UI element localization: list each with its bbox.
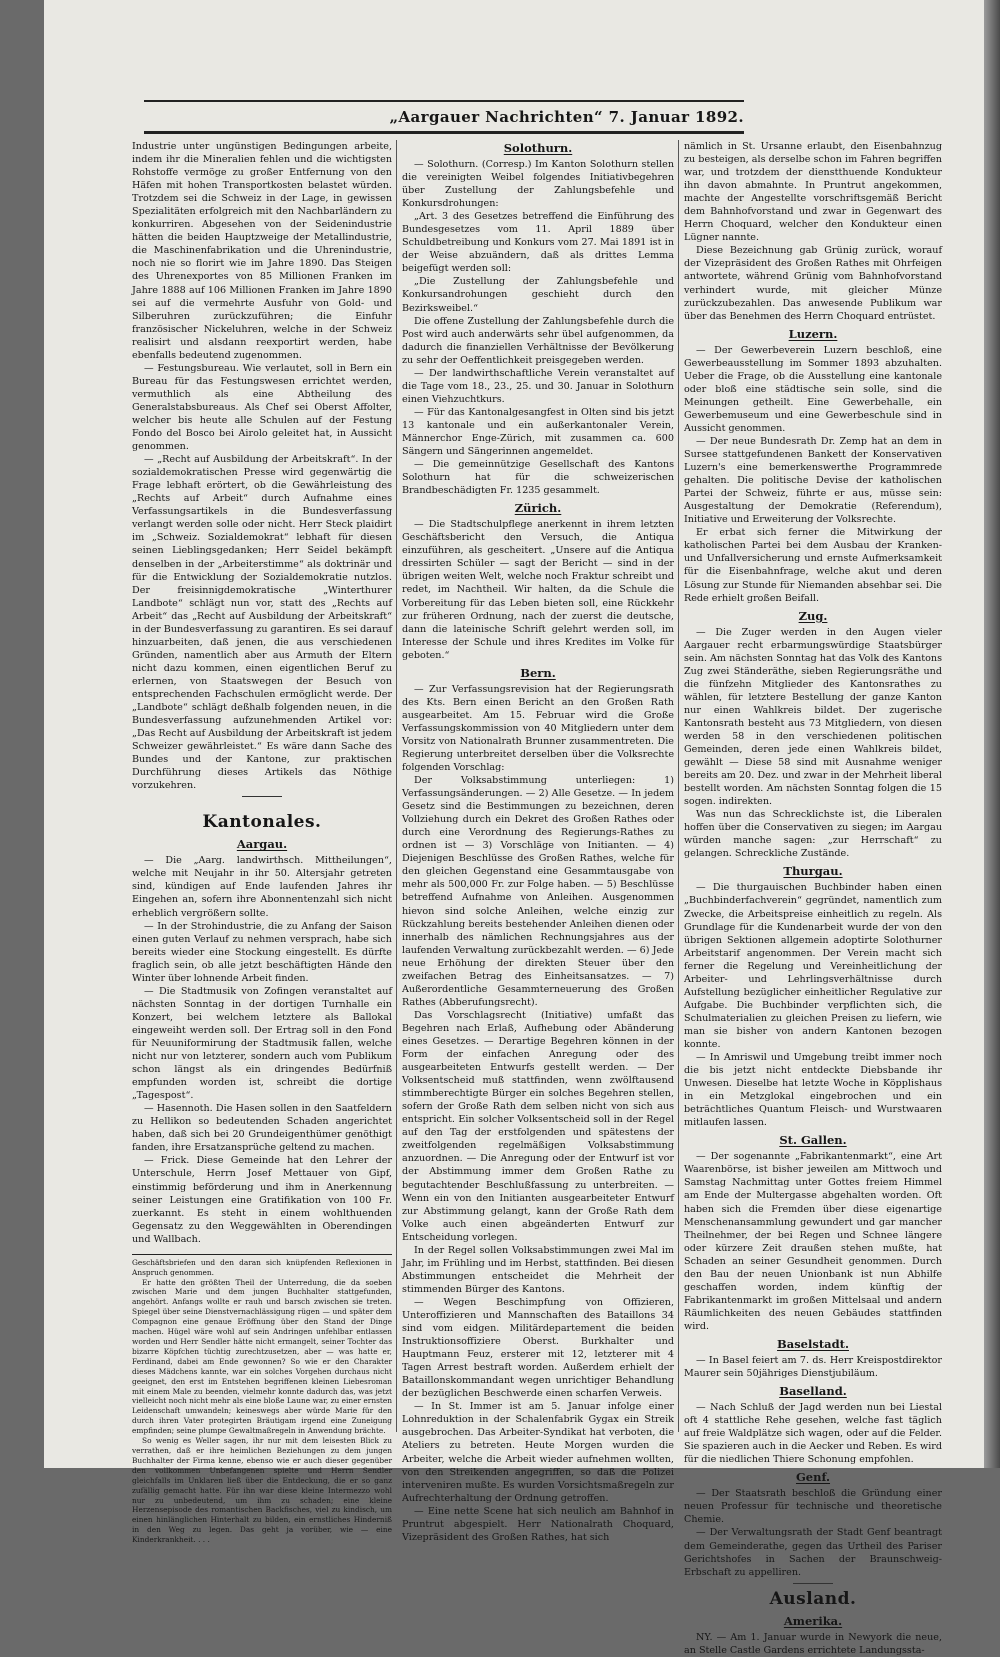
subsection-zug: Zug. [798,608,828,623]
subsection-aargau: Aargau. [236,837,288,852]
article-hasennoth: — Hasennoth. Die Hasen sollen in den Saatfeldern zu Hellikon so bedeutenden Schaden angerichtet haben, daß sich bei 20 Grundeigenthümer genöthigt fanden, ihre Ersatzansprüche geltend zu machen. [132,1103,392,1154]
feuilleton-paragraph: Geschäftsbriefen und den daran sich knüpfenden Reflexionen in Anspruch genommen. [132,1257,392,1277]
subsection-baselland: Baselland. [779,1384,847,1399]
article-st-gallen-markt: — Der sogenannte „Fabrikantenmarkt“, eine Art Waarenbörse, ist bisher jeweilen am Mittwoch und Samstag Nachmittag unter Gottes freiem Himmel am Ende der Multergasse abgehalten worden. Oft haben sich die Fremden über diese eigenartige Menschenansammlung gewundert und gar mancher Theilnehmer, der bei Regen und Schnee längere oder kürzere Zeit draußen stehen mußte, hat Schaden an seiner Gesundheit genommen. Durch den Bau der neuen Unionbank ist nun Abhilfe geschaffen worden, indem künftig der Fabrikantenmarkt im großen Mittelsaal und andern Räumlichkeiten des neuen Gebäudes stattfinden wird. [684,1151,942,1332]
article-solothurn-viehzucht: — Der landwirthschaftliche Verein veranstaltet auf die Tage vom 18., 23., 25. und 30. Januar in Solothurn einen Viehzuchtkurs. [402,367,674,405]
article-genf-professur: — Der Staatsrath beschloß die Gründung einer neuen Professur für technische und theoretische Chemie. [684,1488,942,1526]
article-bern-streik: — In St. Immer ist am 5. Januar infolge einer Lohnreduktion in der Schalenfabrik Gygax ein Streik ausgebrochen. Das Arbeiter-Syndikat hat verboten, die Ateliers zu betreten. Heute Morgen wurden die Arbeiter, welche die Arbeit wieder aufnehmen wollten, von den Streikenden angegriffen, so daß die Polizei interveniren mußte. Es wurden Vorsichtsmaßregeln zur Aufrechterhaltung der Ordnung getroffen. [402,1401,674,1504]
article-bern-scene: — Eine nette Scene hat sich neulich am Bahnhof in Pruntrut abgespielt. Herr Nationalrath Choquard, Vizepräsident des Großen Rathes, hat sich [402,1505,674,1543]
subsection-baselstadt: Baselstadt. [777,1336,849,1351]
article-genf-erbschaft: — Der Verwaltungsrath der Stadt Genf beantragt dem Gemeinderathe, gegen das Urtheil des Pariser Gerichtshofes in Sachen der Braunschweig-Erbschaft zu appelliren. [684,1527,942,1578]
article-thurgau-buchbinder: — Die thurgauischen Buchbinder haben einen „Buchbinderfachverein“ gegründet, namentlich zum Zwecke, die Arbeitspreise einheitlich zu regeln. Als Grundlage für die Kundenarbeit wurde der von den übrigen Sektionen allgemein adoptirte Solothurner Arbeitstarif angenommen. Der Verein macht sich ferner die Regelung und Vereinheitlichung der Arbeiter- und Lehrlingsverhältnisse durch Aufstellung bezüglicher einheitlicher Regulative zur Aufgabe. Die Buchbinder verpflichten sich, die Schulmaterialien zu gleichen Preisen zu liefern, wie man sie bisher von andern Kantonen bezogen konnte. [684,882,942,1050]
article-frick: — Frick. Diese Gemeinde hat den Lehrer der Unterschule, Herrn Josef Mettauer von Gipf, einstimmig beförderung und ihm in Anerkennung seiner Leistungen eine Gratifikation von 100 Fr. zuerkannt. Es steht in einem wohlthuenden Gegensatz zu den Weggewählten in Oberendingen und Wallbach. [132,1155,392,1245]
article-stadtmusik: — Die Stadtmusik von Zofingen veranstaltet auf nächsten Sonntag in der dortigen Turnhalle ein Konzert, bei welchem letztere als Ballokal eingeweiht werden soll. Der Ertrag soll in den Fond für Neuuniformirung der Stadtmusik fallen, welche nicht nur von letzterer, sondern auch vom Publikum schon längst als ein dringendes Bedürfniß empfunden worden ist, schreibt die dortige „Tagespost“. [132,985,392,1102]
article-bern-verfassung: — Zur Verfassungsrevision hat der Regierungsrath des Kts. Bern einen Bericht an den Großen Rath ausgearbeitet. Am 15. Februar wird die Große Verfassungskommission von 40 Mitgliedern unter dem Vorsitz von Nationalrath Brunner zusammentreten. Die Regierung unterbreitet derselben über die Volksrechte folgenden Vorschlag: [402,683,674,774]
article-baselstadt: — In Basel feiert am 7. ds. Herr Kreispostdirektor Maurer sein 50jähriges Dienstjubiläum. [684,1354,942,1380]
article-thurgau-diebsbande: — In Amriswil und Umgebung treibt immer noch die bis jetzt nicht entdeckte Diebsbande ihr Unwesen. Dieselbe hat letzte Woche in Köpplishaus in ein Metzglokal eingebrochen und ein beträchtliches Quantum Fleisch- und Wurstwaaren mitlaufen lassen. [684,1052,942,1129]
subsection-genf: Genf. [795,1470,831,1485]
article-zuerich-schulpflege: — Die Stadtschulpflege anerkennt in ihrem letzten Geschäftsbericht den Versuch, die Antiqua einzuführen, als gescheitert. „Unsere auf die Antiqua dressirten Schüler — sagt der Bericht — sind in der übrigen weiten Welt, welche noch Fraktur schreibt und redet, im Nachtheil. Wir halten, da die Schule die Vorbereitung für das Leben bieten soll, eine Rückkehr zur früheren Ordnung, nach der zuerst die deutsche, dann die lateinische Schrift gelehrt werden soll, im Interesse der Schule und ihres Kredites im Volke für geboten.“ [402,519,674,661]
column-2 [402,140,674,1543]
header-top-rule [144,100,744,102]
article-solothurn-gesellschaft: — Die gemeinnützige Gesellschaft des Kantons Solothurn hat für die schweizerischen Brandbeschädigten Fr. 1235 gesammelt. [402,459,674,497]
article-industrie: Industrie unter ungünstigen Bedingungen arbeite, indem ihr die Mineralien fehlen und die wichtigsten Rohstoffe vermöge zu großer Entfernung von den Häfen mit hohen Transportkosten belastet würden. Trotzdem sei die Schweiz in der Lage, in gewissen Spezialitäten erfolgreich mit den Nachbarländern zu konkurriren. Abgesehen von der Seidenindustrie hätten die beiden Hauptzweige der Metallindustrie, die Maschinenfabrikation und die Uhrenindustrie, noch nie so florirt wie im Jahre 1890. Das Steigen des Uhrenexportes von 85 Millionen Franken im Jahre 1888 auf 106 Millionen Franken im Jahre 1890 sei auf die vermehrte Ausfuhr von Gold- und Silberuhren zurückzuführen; die Einfuhr französischer Nickeluhren, welche in der Schweiz realisirt und alsdann reexportirt werden, habe ebenfalls bedeutend zugenommen. [132,141,392,361]
feuilleton-paragraph: Er hatte den größten Theil der Unterredung, die da soeben zwischen Marie und dem jungen Buchhalter stattgefunden, angehört. Anfangs wollte er rauh und barsch zwischen sie treten. Spiegel über seine Dienstvernachlässigung rügen — und später dem Compagnon eine genaue Eröffnung über den Stand der Dinge machen. Hügel wäre wohl auf sein Andringen unfehlbar entlassen worden und Herr Sendler hätte nicht ermangelt, seiner Tochter das bizarre Köpfchen tüchtig zurechtzusetzen, aber — was hatte er, Ferdinand, dabei am Ende gewonnen? So wie er den Charakter dieses Mädchens kannte, war ein solches Vorgehen durchaus nicht geeignet, den erst im Entstehen begriffenen kleinen Liebesroman mit einem Male zu beenden, vielmehr konnte dadurch das, was jetzt vielleicht noch nicht mehr als eine bloße Laune war, zu einer ernsten Leidenschaft umwandeln; keineswegs aber würde Marie für den durch ihren Vater protegirten Bräutigam irgend eine Zuneigung empfinden; seine plumpe Gewaltmaßregeln in Anwendung brächte. [132,1277,392,1436]
section-kantonales: Kantonales. [202,812,322,833]
article-bern-volksabstimmung: Der Volksabstimmung unterliegen: 1) Verfassungsänderungen. — 2) Alle Gesetze. — In jedem Gesetz sind die Bestimmungen zu bezeichnen, deren Vollziehung durch ein Dekret des Großen Rathes oder durch eine Verordnung des Regierungs-Rathes zu ordnen ist — 3) Vorschläge von Initianten. — 4) Diejenigen Beschlüsse des Großen Rathes, welche für den gleichen Gegenstand eine Gesammtausgabe von mehr als 500,000 Fr. zur Folge haben. — 5) Beschlüsse betreffend Aufnahme von Anleihen. Ausgenommen hievon sind solche Anleihen, welche einzig zur Rückzahlung bereits bestehender Anleihen dienen oder innerhalb des nämlichen Rechnungsjahres aus der laufenden Verwaltung zurückbezahlt werden. — 6) Jede neue Erhöhung der direkten Steuer über den zweifachen Betrag des Einheitsansatzes. — 7) Außerordentliche Gesammterneuerung des Großen Rathes (Abberufungsrecht). [402,775,674,1008]
article-strohindustrie: — In der Strohindustrie, die zu Anfang der Saison einen guten Verlauf zu nehmen versprach, habe sich bereits wieder eine Stockung eingestellt. Es dürfte fraglich sein, ob alle jetzt beschäftigten Hände den Winter über lohnende Arbeit finden. [132,920,392,984]
article-choquard-ohrfeigen: Diese Bezeichnung gab Grünig zurück, worauf der Vizepräsident des Großen Rathes mit Ohrfeigen antwortete, während Grünig vom Bahnhofvorstand verhindert wurde, mit gleicher Münze zurückzubezahlen. Das anwesende Publikum war über das Benehmen des Herrn Choquard entrüstet. [684,245,942,322]
article-solothurn-post: Die offene Zustellung der Zahlungsbefehle durch die Post wird auch anderwärts sehr übel aufgenommen, da dadurch die finanziellen Verhältnisse der Bevölkerung zu sehr der Oeffentlichkeit preisgegeben werden. [402,315,674,366]
subsection-luzern: Luzern. [788,326,838,341]
article-luzern-zemp: — Der neue Bundesrath Dr. Zemp hat an dem in Sursee stattgefundenen Bankett der Konservativen Luzern's eine bemerkenswerthe Programmrede gehalten. Die politische Devise der katholischen Partei der Schweiz, führte er aus, müsse sein: Ausgestaltung der Demokratie (Referendum), Initiative und Erweiterung der Volksrechte. [684,435,942,526]
subsection-bern: Bern. [520,665,556,680]
article-choquard-continued: nämlich in St. Ursanne erlaubt, den Eisenbahnzug zu besteigen, als derselbe schon im Fahren begriffen war, und trotzdem der dienstthuende Kondukteur ihn davon abmahnte. In Pruntrut angekommen, machte der Angestellte vorschriftsgemäß Bericht dem Bahnhofvorstand und zwar in Gegenwart des Herrn Choquard, welcher den Kondukteur einen Lügner nannte. [684,141,942,244]
article-baselland: — Nach Schluß der Jagd werden nun bei Liestal oft 4 stattliche Rehe gesehen, welche fast täglich auf freie Waldplätze sich wagen, oder auf die Felder. Sie spazieren auch in die Aecker und Reben. Es wird für die niedlichen Thiere Schonung empfohlen. [684,1402,942,1466]
column-1 [132,140,392,1545]
article-mittheilungen: — Die „Aarg. landwirthsch. Mittheilungen“, welche mit Neujahr in ihr 50. Altersjahr getreten sind, kündigen auf Ende laufenden Jahres ihr Eingehen an, sofern ihre Abonnentenzahl sich nicht erheblich vergrößern sollte. [132,855,392,919]
section-ausland: Ausland. [769,1588,857,1609]
article-solothurn-zustellung: „Die Zustellung der Zahlungsbefehle und Konkursandrohungen geschieht durch den Bezirksweibel.“ [402,276,674,314]
column-separator-1 [396,140,397,1432]
feuilleton [132,1254,392,1545]
article-solothurn-initiative: — Solothurn. (Corresp.) Im Kanton Solothurn stellen die vereinigten Weibel folgendes Initiativbegehren über Zustellung der Zahlungsbefehle und Konkursdrohungen: [402,159,674,210]
article-solothurn-gesangfest: — Für das Kantonalgesangfest in Olten sind bis jetzt 13 kantonale und ein außerkantonaler Verein, Männerchor Enge-Zürich, mit zusammen ca. 600 Sängern und Sängerinnen angemeldet. [402,406,674,458]
article-bern-initiative: Das Vorschlagsrecht (Initiative) umfaßt das Begehren nach Erlaß, Aufhebung oder Abänderung eines Gesetzes. — Derartige Begehren können in der Form der einfachen Anregung oder des ausgearbeiteten Entwurfs gestellt werden. — Der Volksentscheid muß stattfinden, wenn zwölftausend stimmberechtigte Bürger ein solches Begehren stellen, sofern der Große Rath dem selben nicht von sich aus entspricht. Ein solcher Volksentscheid soll in der Regel auf den Tag der erstfolgenden und spätestens der zweitfolgenden regelmäßigen Volksabstimmung anzuordnen. — Die Anregung oder der Entwurf ist vor der Abstimmung immer dem Großen Rathe zu begutachtender Beschlußfassung zu unterbreiten. — Wenn ein von den Initianten ausgearbeiteter Entwurf zur Abstimmung gelangt, kann der Große Rath dem Volke auch einen abgeänderten Entwurf zur Entscheidung vorlegen. [402,1009,674,1243]
feuilleton-paragraph: So wenig es Weller sagen, ihr nur mit dem leisesten Blick zu verrathen, daß er ihre heimlichen Beziehungen zu dem jungen Buchhalter der Firma kenne, ebenso wie er auch dieser gegenüber den vollkommen Unbefangenen spielte und Herrn Sendler gleichfalls im Unklaren ließ über die Entdeckung, die er so ganz zufällig gemacht hatte. Für ihn war diese kleine Intermezzo wohl nur zu unbedeutend, um ihm zu schaden; eine kleine Herzensepisode des romantischen Backfisches, viel zu kindisch, um einen hinlänglichen Hinterhalt zu bilden, ein ernstliches Hinderniß in den Weg zu legen. Das geht ja vorüber, wie — eine Kinderkrankheit. . . . [132,1436,392,1545]
article-recht-auf-ausbildung: — „Recht auf Ausbildung der Arbeitskraft“. In der sozialdemokratischen Presse wird gegenwärtig die Frage lebhaft erörtert, ob die Gewährleistung des „Rechts auf Arbeit“ durch Aufnahme eines Verfassungsartikels in die Bundesverfassung verlangt werden solle oder nicht. Herr Steck plaidirt im „Schweiz. Sozialdemokrat“ lebhaft für diesen seinen Lieblingsgedanken; Herr Seidel bekämpft denselben in der „Arbeiterstimme“ als doktrinär und für die Entwicklung der Sozialdemokratie nutzlos. Der freisinnigdemokratische „Winterthurer Landbote“ schlägt nun vor, statt des „Rechts auf Arbeit“ das „Recht auf Ausbildung der Arbeitskraft“ in der Bundesverfassung zu garantiren. Es sei darauf hinzuarbeiten, daß jenen, die aus verschiedenen Gründen, namentlich aber aus Armuth der Eltern nicht dazu kommen, einen eigentlichen Beruf zu erlernen, von Staatswegen der Besuch von entsprechenden Fachschulen ermöglicht werde. Der „Landbote“ schlägt deßhalb folgenden neuen, in die Bundesverfassung aufzunehmenden Artikel vor: „Das Recht auf Ausbildung der Arbeitskraft ist jedem Schweizer gewährleistet.“ Es wäre dann Sache des Bundes und der Kantone, zur praktischen Durchführung dieses Artikels das Nöthige vorzukehren. [132,454,392,792]
page-header: „Aargauer Nachrichten“ 7. Januar 1892. [389,108,744,126]
section-divider [793,1583,833,1584]
article-solothurn-gesetz: „Art. 3 des Gesetzes betreffend die Einführung des Bundesgesetzes vom 11. April 1889 über Schuldbetreibung und Konkurs vom 27. Mai 1891 ist in der Weise abzuändern, daß als drittes Lemma beigefügt werden soll: [402,211,674,275]
column-separator-2 [678,140,679,1432]
article-zug-liberale: Was nun das Schrecklichste ist, die Liberalen hoffen über die Conservativen zu siegen; im Aargau würden manche sagen: „zur Herrschaft“ zu gelangen. Schreckliche Zustände. [684,809,942,860]
article-zug-wahlen: — Die Zuger werden in den Augen vieler Aargauer recht erbarmungswürdige Staatsbürger sein. Am nächsten Sonntag hat das Volk des Kantons Zug zwei Ständeräthe, sieben Regierungsräthe und die fünfzehn Mitglieder des Kantonsrathes zu wählen, für letztere Bestellung der ganze Kanton nur einen Wahlkreis bildet. Der zugerische Kantonsrath besteht aus 73 Mitgliedern, von diesen werden 58 in den verschiedenen politischen Gemeinden, deren jede einen Wahlkreis bildet, gewählt — Diese 58 sind mit Ausnahme weniger bereits am 20. Dez. und zwar in der Mehrheit liberal bestellt worden. Am nächsten Sonntag folgen die 15 sogen. indirekten. [684,626,942,808]
header-bottom-rule [144,131,744,134]
page-edge-shadow [984,0,1000,1468]
article-luzern-gewerbe: — Der Gewerbeverein Luzern beschloß, eine Gewerbeausstellung im Sommer 1893 abzuhalten. Ueber die Frage, ob die Ausstellung eine kantonale oder bloß eine städtische sein solle, sind die Meinungen getheilt. Eine Gewerbehalle, ein Gewerbemuseum und eine Gewerbeschule sind in Aussicht genommen. [684,344,942,434]
section-divider [242,796,282,797]
subsection-thurgau: Thurgau. [783,864,843,879]
article-luzern-mitwirkung: Er erbat sich ferner die Mitwirkung der katholischen Partei bei dem Ausbau der Kranken- und Unfallversicherung und ernste Aufmerksamkeit für die Eisenbahnfrage, welche akut und deren Lösung zur Stunde für Niemanden absehbar sei. Die Rede erhielt großen Beifall. [684,527,942,604]
subsection-zuerich: Zürich. [514,501,562,516]
article-amerika-newyork: NY. — Am 1. Januar wurde in Newyork die neue, an Stelle Castle Gardens errichtete Landungssta- [684,1631,942,1656]
article-festungsbureau: — Festungsbureau. Wie verlautet, soll in Bern ein Bureau für das Festungswesen errichtet werden, vermuthlich als eine Abtheilung des Generalstabsbureaus. Als Chef sei Oberst Affolter, welcher bis heute alle Schulen auf der Festung Fondo del Bosco bei Airolo geleitet hat, in Aussicht genommen. [132,362,392,453]
subsection-amerika: Amerika. [783,1613,843,1628]
article-bern-beschimpfung: — Wegen Beschimpfung von Offizieren, Unteroffizieren und Mannschaften des Bataillons 34 sind vom eidgen. Militärdepartement die beiden Instruktionsoffiziere Oberst. Burkhalter und Hauptmann Feuz, ersterer mit 12, letzterer mit 4 Tagen Arrest bestraft worden. Außerdem erhielt der Bataillonskommandant wegen unrichtiger Behandlung der bezüglichen Beschwerde einen scharfen Verweis. [402,1296,674,1400]
subsection-solothurn: Solothurn. [503,141,573,155]
newspaper-page [44,0,984,1656]
column-3 [684,140,942,1656]
subsection-st-gallen: St. Gallen. [779,1133,847,1148]
article-bern-regel: In der Regel sollen Volksabstimmungen zwei Mal im Jahr, im Frühling und im Herbst, stattfinden. Bei diesen Abstimmungen entscheidet die Mehrheit der stimmenden Bürger des Kantons. [402,1244,674,1295]
